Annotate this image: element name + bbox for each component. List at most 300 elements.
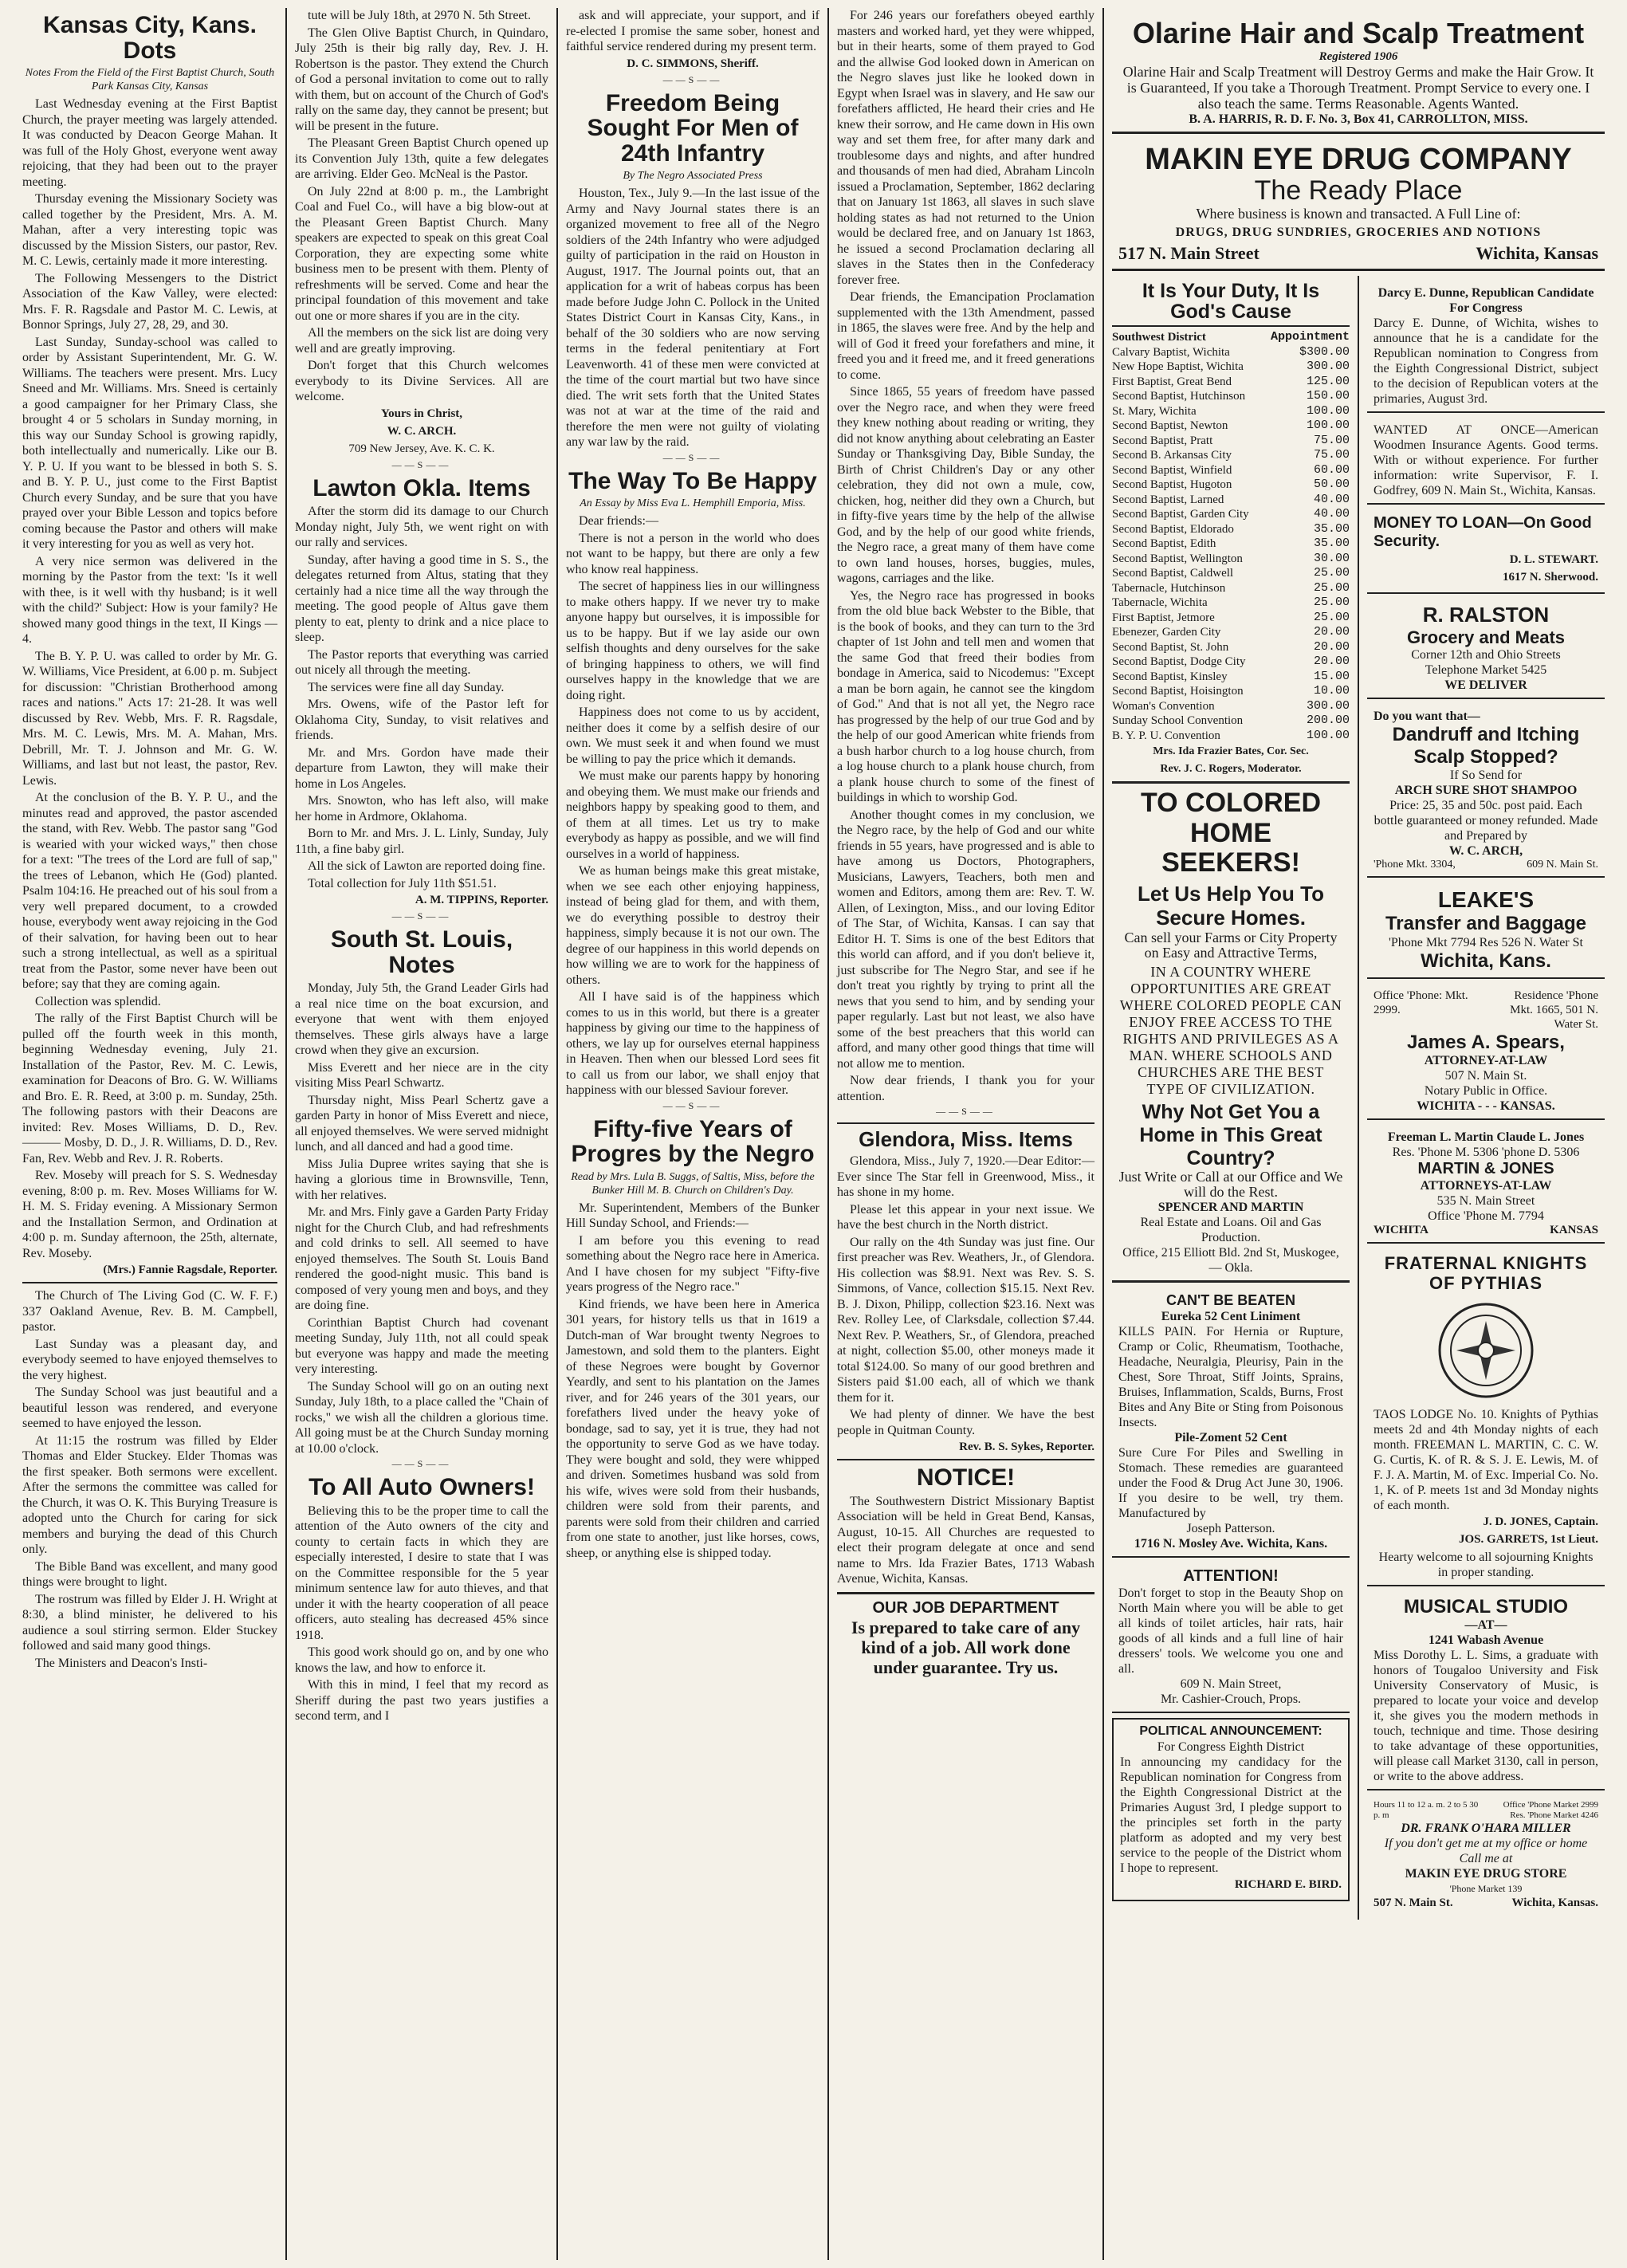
ledger-row — [1112, 713, 1350, 729]
ledger-row — [1112, 522, 1350, 537]
makin-title: MAKIN EYE DRUG COMPANY — [1145, 142, 1572, 176]
paragraph: The Sunday School was just beautiful and a beautiful lesson was rendered, and everyone seemed to have enjoyed the lesson. — [22, 1386, 277, 1430]
political-title: POLITICAL ANNOUNCEMENT: — [1139, 1724, 1322, 1739]
paragraph: Mr. and Mrs. Gordon have made their departure from Lawton, they will make their home in Los Angeles. — [295, 745, 548, 791]
spears-role: ATTORNEY-AT-LAW — [1424, 1054, 1548, 1068]
miller-text: If you don't get me at my office or home Call me at — [1384, 1837, 1588, 1866]
ledger-amount: 20.00 — [1313, 639, 1350, 654]
dandruff-address: 609 N. Main St. — [1527, 859, 1598, 871]
beaten-maker: Joseph Patterson. — [1186, 1522, 1275, 1536]
paragraph: Miss Everett and her niece are in the city visiting Miss Pearl Schwartz. — [295, 1060, 548, 1090]
colored-firm: SPENCER AND MARTIN — [1157, 1201, 1304, 1215]
happy-byline: An Essay by Miss Eva L. Hemphill Emporia, Miss. — [580, 497, 806, 509]
paragraph: At the conclusion of the B. Y. P. U., and the minutes read and approved, the pastor ascended the stand, with Rev. Webb. The pastor sang "God is wearied with your wicked ways," then chose for a text: "The trees of the Lord are full of sap," the trees of Lebanon, which He (God) planted. Psalm 104:16. He preached out of his soul from a very well prepared document, to a crowded house, everybody went away rejoicing in the God of their salvation, for having been out to hear such a strong intellectual, as well as a spiritual treat from the Pastor, some never have been out before; say that they are coming again. — [22, 791, 277, 991]
wanted-text: WANTED AT ONCE—American Woodmen Insurance Agents. Good terms. With or without experience. For further information: write Supervisor, F. I. Godfrey, 609 N. Main St., Wichita, Kansas. — [1374, 423, 1598, 497]
small-ads-column — [1358, 276, 1605, 1920]
ledger-church: Ebenezer, Garden City — [1112, 626, 1221, 639]
paragraph: Now dear friends, I thank you for your attention. — [837, 1074, 1094, 1103]
ledger-church: Second Baptist, Kinsley — [1112, 670, 1228, 683]
political-text: In announcing my candidacy for the Republican nomination for Congress from the Eighth Congressional District at the Primaries August 3rd, I pledge support to the principles set forth in the party platform as adopted and my very best service to the people of the District whom I hope to represent. — [1120, 1755, 1342, 1875]
ledger-church: Second Baptist, Caldwell — [1112, 567, 1234, 580]
paragraph: Corinthian Baptist Church had covenant meeting Sunday, July 11th, not all could speak but everyone was happy and made the meeting very interesting. — [295, 1315, 548, 1376]
ledger-amount: 150.00 — [1306, 389, 1350, 403]
paragraph: Believing this to be the proper time to call the attention of the Auto owners of the city and county to certain facts in which they are especially interested, I desire to state that I was on the Committee responsible for the 5 year minimum sentence law for auto thieves, and that under it with the hearty cooperation of all peace officers, auto stealing has decreased 45% since 1918. — [295, 1503, 548, 1642]
ledger-church: Tabernacle, Hutchinson — [1112, 581, 1226, 595]
beaten-text: KILLS PAIN. For Hernia or Rupture, Cramp or Colic, Rheumatism, Toothache, Headache, Neuralgia, Pleurisy, Pain in the Chest, Sore Throat, Stiff Joints, Sprains, Bruises, Inflammation, Scalds, Burns, Frost Bites and Any Bite or Sting from Poisonous Insects. — [1118, 1325, 1343, 1430]
kansas-city-heading: Kansas City, Kans. Dots — [43, 12, 257, 64]
happy-body — [566, 513, 819, 1099]
newspaper-page — [14, 8, 1613, 2260]
ledger-church: Calvary Baptist, Wichita — [1112, 345, 1230, 359]
paragraph: At 11:15 the rostrum was filled by Elder Thomas and Elder Stuckey. Elder Thomas was the first speaker. Both sermons were excellent. After the sermons the committee was called for the Church, it was O. K. This Burying Treasure is adopted unto the Church for caring for sick members and burying the dead of this Church only. — [22, 1433, 277, 1556]
paragraph: Mr. and Mrs. Finly gave a Garden Party Friday night for the Church Club, and had refreshments and cold drinks to sell. All seemed to have enjoyed themselves. The South St. Louis Band rendered the good-night music. This band is composed of very young men and boys, and they are doing fine. — [295, 1205, 548, 1312]
ledger-amount: 200.00 — [1306, 713, 1350, 728]
beaten-ad — [1112, 1287, 1350, 1558]
paragraph: I am before you this evening to read something about the Negro race here in America. And I have chosen for my subject "Fifty-five years progress of the Negro race." — [566, 1233, 819, 1294]
paragraph: The rally of the First Baptist Church will be pulled off the fourth week in this month, beginning Wednesday evening, July 21. Installation of the Pastor, Rev. M. C. Lewis, examination for Deacons of Bro. G. W. Williams and Bro. E. R. Reed, at 3:00 p. m. Sunday, 25th. The following pastors with their Deacons are invited: Rev. Moses Williams, D. D., Rev. ——— Mosby, D. D., J. R. Williams, D. D., Rev. Fan, Rev. Webb and Rev. J. R. Roberts. — [22, 1012, 277, 1165]
political-ad — [1112, 1718, 1350, 1900]
colored-homes-ad — [1112, 781, 1350, 1283]
ledger-row — [1112, 581, 1350, 596]
ledger-amount: $300.00 — [1299, 344, 1350, 359]
political-sub: For Congress Eighth District — [1157, 1739, 1305, 1754]
paragraph: Thursday night, Miss Pearl Schertz gave a garden Party in honor of Miss Everett and niece, all enjoyed themselves. We were served midnight lunch, and all danced and had a good time. — [295, 1093, 548, 1154]
job-department-text: Is prepared to take care of any kind of a job. All work done under guarantee. Try us. — [851, 1617, 1081, 1677]
money-signature-1: D. L. STEWART. — [1509, 552, 1598, 566]
olarine-text: Olarine Hair and Scalp Treatment will Destroy Germs and make the Hair Grow. It is Guaranteed, If you take a Thorough Treatment. Prompt Service to every one. I also teach the same. Terms Reasonable. Agents Wanted. — [1122, 63, 1594, 112]
ledger-church: Second Baptist, Larned — [1112, 493, 1224, 506]
ledger-row — [1112, 654, 1350, 670]
beaten-title: CAN'T BE BEATEN — [1166, 1292, 1295, 1309]
column-1 — [14, 8, 285, 2260]
paragraph: The Bible Band was excellent, and many good things were brought to light. — [22, 1559, 277, 1589]
ledger-row — [1112, 360, 1350, 375]
ledger-church: Second Baptist, Pratt — [1112, 434, 1213, 447]
mj-line-2: Res. 'Phone M. 5306 'phone D. 5306 — [1392, 1146, 1580, 1160]
paragraph: ask and will appreciate, your support, and if re-elected I promise the same sober, honest and faithful service rendered during my present term. — [566, 9, 819, 53]
spears-residence: Residence 'Phone Mkt. 1665, 501 N. Water St. — [1510, 989, 1598, 1031]
miller-address: 507 N. Main St. — [1374, 1897, 1453, 1910]
miller-store: MAKIN EYE DRUG STORE — [1405, 1867, 1567, 1881]
paragraph: The services were fine all day Sunday. — [308, 680, 505, 694]
leakes-sub: Transfer and Baggage — [1385, 913, 1587, 935]
ralston-deliver: WE DELIVER — [1444, 678, 1527, 692]
paragraph: Please let this appear in your next issue. We have the best church in the North district. — [837, 1202, 1094, 1232]
paragraph: The Pleasant Green Baptist Church opened up its Convention July 13th, quite a few delegates are arriving. Elder Geo. McNeal is the Pastor. — [295, 136, 548, 181]
pythias-ad — [1367, 1248, 1605, 1586]
dandruff-product: ARCH SURE SHOT SHAMPOO — [1394, 784, 1578, 798]
miller-phone: 'Phone Market 139 — [1449, 1883, 1523, 1895]
money-ad — [1367, 509, 1605, 594]
divider — [22, 1282, 277, 1283]
money-signature-2: 1617 N. Sherwood. — [1502, 570, 1598, 584]
ledger-church: Second Baptist, Newton — [1112, 419, 1228, 433]
spears-city: WICHITA - - - KANSAS. — [1417, 1099, 1555, 1114]
mj-role: ATTORNEYS-AT-LAW — [1420, 1179, 1552, 1193]
paragraph: The Church of The Living God (C. W. F. F.) 337 Oakland Avenue, Rev. B. M. Campbell, pastor. — [22, 1289, 277, 1334]
paragraph: Last Sunday, Sunday-school was called to order by Assistant Superintendent, Mr. G. W. Williams. The teachers were present. Mrs. Lucy Sneed and Mr. Williams. Mrs. Sneed is certainly a good campaigner for her Primary Class, she brought 4 or 5 scholars in Sunday morning, in this way our Sunday School is growing rapidly, both intellectually and numerically. Like our B. Y. P. U. If you want to be blessed in both S. S. and B. Y. P. U., just come to the First Baptist Church every Sunday, and be sure that you have prayed over your Bible Lesson and topics before coming because the Pastor and others will make it very interesting for you as well as very hot. — [22, 335, 277, 551]
lawton-heading: Lawton Okla. Items — [312, 474, 531, 501]
ledger-amount: 25.00 — [1313, 595, 1350, 610]
paragraph: All I have said is of the happiness which comes to us in this world, but there is a greater happiness by giving our time to the happiness of others, we lay up for ourselves eternal happiness in Heaven. Then when our blessed Lord sees fit to call us from our labor, we shall enjoy that happiness with our blessed Saviour forever. — [566, 990, 819, 1097]
spears-office: Office 'Phone: Mkt. 2999. — [1374, 989, 1468, 1016]
ledger-amount: 15.00 — [1313, 669, 1350, 683]
colored-why: Why Not Get You a Home in This Great Country? — [1139, 1101, 1322, 1169]
paragraph: After the storm did its damage to our Church Monday night, July 5th, we went right on with our rally and services. — [295, 505, 548, 549]
paragraph: Dear friends:— — [579, 514, 658, 528]
ledger-church: Tabernacle, Wichita — [1112, 596, 1208, 610]
ledger-amount: 50.00 — [1313, 478, 1350, 492]
dunne-title: Darcy E. Dunne, Republican Candidate For Congress — [1377, 285, 1594, 315]
ledger-row — [1112, 729, 1350, 744]
paragraph: Sunday, after having a good time in S. S., the delegates returned from Altus, stating that they certainly had a nice time all the way through the meeting. The good people of Altus gave them plenty to eat, plenty to drink and a nice place to sleep. — [295, 552, 548, 644]
duty-signature-1: Mrs. Ida Frazier Bates, Cor. Sec. — [1153, 745, 1309, 758]
ledger-church: Second Baptist, Hugoton — [1112, 478, 1232, 492]
spears-ad — [1367, 984, 1605, 1121]
ledger-church: Second B. Arkansas City — [1112, 449, 1232, 462]
ledger-church: Second Baptist, Hutchinson — [1112, 390, 1246, 403]
ledger-church: Sunday School Convention — [1112, 714, 1244, 728]
sheriff-body — [566, 8, 819, 55]
leakes-title: LEAKE'S — [1437, 887, 1535, 913]
duty-signature-2: Rev. J. C. Rogers, Moderator. — [1160, 763, 1302, 776]
ledger-row — [1112, 419, 1350, 434]
musical-text: Miss Dorothy L. L. Sims, a graduate with honors of Tougaloo University and Fisk University Conservatory of Music, is prepared to locate your voice and develop it, she gives you the modern methods in touch, technique and time. Those desiring to take advantage of these opportunities, will please call Market 3130, call in person, or write to the above address. — [1374, 1649, 1598, 1784]
colored-office: Office, 215 Elliott Bld. 2nd St, Muskogee, — Okla. — [1122, 1246, 1339, 1276]
paragraph: The Sunday School will go on an outing next Sunday, July 18th, to a place called the "Chain of rocks," we wish all the children a glorious time. All going must be at the Church Sunday morning at 10.00 o'clock. — [295, 1379, 548, 1456]
kansas-city-signature: (Mrs.) Fannie Ragsdale, Reporter. — [103, 1264, 277, 1276]
ledger-amount: 35.00 — [1313, 537, 1350, 551]
progress-byline: Read by Mrs. Lula B. Suggs, of Saltis, Miss, before the Bunker Hill M. B. Church on Children's Day. — [571, 1170, 815, 1197]
paragraph: We had plenty of dinner. We have the best people in Quitman County. — [837, 1408, 1094, 1437]
miller-hours: Hours 11 to 12 a. m. 2 to 5 30 p. m — [1374, 1800, 1479, 1821]
paragraph: Since 1865, 55 years of freedom have passed over the Negro race, and when they were freed they knew nothing about reading or writing, they did not know anything about celebrating an Easter Sunday or Thanksgiving Day, Bible Sunday, the Birth of Christ Children's Day or any other celebration, they did not own a mule, cow, chicken, hog, neither did they own a Church, but in fifty-five years time by the help of the allwise God, and by the help of our good white friends, the Negro race, a great many of them have come to own land houses, horses, buggies, mules, wagons, carriages and the like. — [837, 385, 1094, 585]
attention-ad — [1112, 1562, 1350, 1713]
church-notes-body — [295, 8, 548, 405]
ledger-church: Second Baptist, Eldorado — [1112, 522, 1234, 536]
ads-split-1 — [1112, 276, 1605, 1920]
ledger-amount: 35.00 — [1313, 521, 1350, 536]
ledger-row — [1112, 552, 1350, 567]
paragraph: The Following Messengers to the District Association of the Kaw Valley, were elected: Mrs. F. R. Ragsdale and Pastor M. C. Lewis, at Bonnor Springs, July 27, 28, 29, and 30. — [22, 271, 277, 332]
paragraph: The B. Y. P. U. was called to order by Mr. G. W. Williams, Vice President, at 6.00 p. m. Subject for discussion: "Christian Brotherhood among races and nations." Acts 17: 21-28. It was well discussed by Rev. Webb, Mrs. F. R. Ragsdale, Mrs. M. C. Lewis, Mrs. M. A. Mahan, Mrs. Debrill, Mr. T. J. Johnson and Mr. G. W. Williams, and last but not least, the pastor, Rev. Lewis. — [22, 649, 277, 788]
ledger-amount: 125.00 — [1306, 374, 1350, 388]
ledger-church: New Hope Baptist, Wichita — [1112, 360, 1244, 374]
freedom-body — [566, 186, 819, 450]
makin-text: Where business is known and transacted. A Full Line of: — [1196, 205, 1521, 222]
paragraph: Dear friends, the Emancipation Proclamation supplemented with the 13th Amendment, passed in 1865, the slaves were free. And by the help and will of God it freed your forefathers and mine, it freed you and it freed me, and it freed generations to come. — [837, 290, 1094, 382]
musical-ad — [1367, 1591, 1605, 1791]
paragraph: A very nice sermon was delivered in the morning by the Pastor from the text: 'Is it well with thee, is it well with thy husband; is it well with the child?' Subject: How is your family? He showed many good things in the text, II Kings — 4. — [22, 554, 277, 646]
mj-office: Office 'Phone M. 7794 — [1428, 1209, 1544, 1224]
taos-signature-2: JOS. GARRETS, 1st Lieut. — [1458, 1532, 1598, 1546]
paragraph: Mrs. Owens, wife of the Pastor left for Oklahoma City, Sunday, to visit relatives and friends. — [295, 698, 548, 742]
mj-address: 535 N. Main Street — [1436, 1194, 1535, 1209]
ledger-row — [1112, 375, 1350, 390]
dunne-ad — [1367, 281, 1605, 413]
ledger-amount: 100.00 — [1306, 403, 1350, 418]
pythias-emblem-icon — [1434, 1299, 1538, 1402]
paragraph: Mrs. Snowton, who has left also, will make her home in Ardmore, Oklahoma. — [295, 794, 548, 823]
ledger-row — [1112, 537, 1350, 552]
ledger-row — [1112, 611, 1350, 626]
attention-title: ATTENTION! — [1183, 1567, 1279, 1586]
st-louis-heading: South St. Louis, Notes — [330, 926, 513, 978]
olarine-ad — [1112, 13, 1605, 134]
paragraph: All the members on the sick list are doing very well and are greatly improving. — [295, 326, 548, 356]
paragraph: We must make our parents happy by honoring and obeying them. We must make our friends and neighbors happy by speaking good to them, and of them at all times. Let us try to make everybody as happy as possible, and we will find ourselves in a world of happiness. — [566, 769, 819, 861]
ledger-church: Second Baptist, Hoisington — [1112, 685, 1244, 698]
ralston-title: R. RALSTON — [1422, 602, 1550, 627]
progress-body — [566, 1201, 819, 1562]
column-4: For 246 years our forefathers obeyed earthly masters and worked hard, yet they were whipped, but in their hearts, some of them prayed to God and the allwise God looked down in American on the Negro slaves just like he looked down in Egypt when Israel was in slavery, and He saw our forefathers afflicted, He heard their cries and He knew their sorrow, and He came down in His own way and set them free, for after many dark and troublesome days and nights, and after hundred and thousands of men had died, Abraham Lincoln issued a Proclamation, September, 1862 declaring that on January 1st 1863, all slaves in such slave holding states as had not returned to the Union would be declared free, and on January 1st 1863, he issued a second Proclamation declaring all slaves in the States then in the Confederacy forever free. Dear friends, the Emancipation Proclamation supplemented with the 13th Amendment, passed in 1865, the slaves were free. And by the help and will of God it freed your forefathers and mine, it freed you and it freed me, and it freed generations to come. Since 1865, 55 years of freedom have passed over the Negro race, and when they were freed they knew nothing about reading or writing, they did not know anything about celebrating an Easter Sunday or Thanksgiving Day, Bible Sunday, the Birth of Christ Children's Day or any other celebration, they did not own a mule, cow, chicken, hog, neither did they own a Church, but in fifty-five years time by the help of the allwise God, and by the help of our good white friends, the Negro race, a great many of them have come to own land houses, horses, buggies, mules, wagons, carriages and the like. Yes, the Negro race has progressed in books from the old blue back Webster to the Bible, that is the book of books, and they can turn to the 3rd chapter of 1st John and tell men and women that the same God that freed their bodies from bondage in America, said to Nicodemus: "Except a man be born again, he cannot see the kingdom of God." And that is not all yet, the Negro race has progressed by the help of our true God and by the help of our good American white friends from a bush harbor church to a log house church, from a log house church to a plank house church, from a plank house church to some of the finest of buildings in which to worship God. Another thought comes in my conclusion, we the Negro race, by the help of God and our white friends in 55 years, have progressed and is able to have among us Doctors, Photographers, Musicians, Lawyers, Teachers, both men and women and Editors, among them are: Rev. T. W. Allen, of Lexington, Miss., and our loving Editor of The Star, of Wichita, Kansas. I can say that Editor H. T. Sims is one of the best Editors that this world can afford, and if you don't believe it, just subscribe for The Negro Star, and see if he don't treat you rightly by trying to print all the news that you send to him, and by sending your paper regularly. Last but not least, we also have some of the best preachers that this world can afford, and many other good things that time will not allow me to mention. Now dear friends, I thank you for your attention. ——S—— Glendora, Miss. Items Glendora, Miss., July 7, 1920.—Dear Editor:—Ever since The Star fell in Greenwood, Miss., it has shone in my home. Please let this appear in your next issue. We have the best church in the North district. Our rally on the 4th Sunday was just fine. Our first preacher was Rev. Weathers, Jr., of Glendora. His collection was $8.91. Next was Rev. S. S. Simmons, of Vance, collection $15.15. Next Rev. B. J. Dixon, Philipp, collection $23.16. Next was Rev. Rolley Lee, of Clarksdale, collection $7.44. Next Rev. P. Weathers, Sr., of Glendora, preached at night, collection $5.00, other moneys made it total $124.00. So many of our good brethren and Sisters paid $1.00 each, all of which we thank them for it. We had plenty of dinner. We have the best people in Quitman County. Rev. B. S. Sykes, Reporter. NOTICE! The Southwestern District Missionary Baptist Association will be held in Great Bend, Kansas, August, 10-15. All Churches are requested to elect their program delegate at once and send name to Mrs. Ida Frazier Bates, 1713 Wabash Avenue, Wichita, Kansas. OUR JOB DEPARTMENT Is prepared to take care of any kind of a job. All work done under guarantee. Try us. — [827, 8, 1102, 2260]
ledger-row — [1112, 625, 1350, 640]
ledger-row — [1112, 566, 1350, 581]
glendora-heading: Glendora, Miss. Items — [837, 1122, 1094, 1150]
glendora-body — [837, 1154, 1094, 1438]
paragraph: This good work should go on, and by one who knows the law, and how to enforce it. — [295, 1645, 548, 1675]
happy-heading: The Way To Be Happy — [568, 467, 817, 494]
ledger-church: Second Baptist, Edith — [1112, 537, 1216, 551]
ledger-row — [1112, 699, 1350, 714]
notice-body — [837, 1494, 1094, 1587]
paragraph: We as human beings make this great mistake, when we see each other enjoying happiness, instead of being glad for them, and with them, we do everything possible to destroy their happiness, simply because it is not our own. The degree of our happiness in this world depends on how willing we are to work for the happiness of others. — [566, 864, 819, 987]
dandruff-phone: 'Phone Mkt. 3304, — [1374, 859, 1456, 871]
spears-address: 507 N. Main St. — [1444, 1069, 1527, 1083]
ledger-church: Second Baptist, Winfield — [1112, 463, 1232, 477]
makin-address: 517 N. Main Street — [1118, 242, 1260, 263]
ledger-row — [1112, 478, 1350, 493]
colored-caps: IN A COUNTRY WHERE OPPORTUNITIES ARE GREAT WHERE COLORED PEOPLE CAN ENJOY FREE ACCESS TO THE RIGHTS AND PRIVILEGES AS A MAN. WHERE SCHOOLS AND CHURCHES ARE THE BEST TYPE OF CIVILIZATION. — [1119, 964, 1342, 1098]
ledger-church: Woman's Convention — [1112, 699, 1215, 713]
paragraph: Rev. Moseby will preach for S. S. Wednesday evening, 8:00 p. m. Rev. Moses Williams for W. H. M. S. Friday evening. A Missionary Sermon and the Installation Sermon, and Ordination at 4:00 p. m. Sunday afternoon, the 25th, alternate, Rev. Moseby. — [22, 1169, 277, 1260]
olarine-address: B. A. HARRIS, R. D. F. No. 3, Box 41, CARROLLTON, MISS. — [1189, 112, 1528, 126]
ralston-phone: Telephone Market 5425 — [1425, 662, 1547, 677]
ledger-church: B. Y. P. U. Convention — [1112, 729, 1220, 742]
miller-city: Wichita, Kansas. — [1511, 1897, 1598, 1910]
living-god-body — [22, 1288, 277, 1671]
ledger-row — [1112, 404, 1350, 419]
paragraph: Kind friends, we have been here in America 301 years, for history tells us that in 1619 a Dutch-man of War brought twenty Negroes to Jamestown, and sold them to the planters. Eight of these Negroes were bought by Governor Yeardly, and sent to his plantation on the James river, and for 246 years of the 301 years, our forefathers lived under the heavy yoke of bondage, sad to say, yet it is true, they had not the opportunity to serve God as we have today. They were bought and sold, they were whipped and driven. Sometimes husband was sold from his wife, wives were sold from their husbands, children were sold from their parents, and parents were sold from their children and carried from one state to another, just like horses, cows, sheep, or anything else is shipped today. — [566, 1297, 819, 1560]
money-title: MONEY TO LOAN—On Good Security. — [1374, 513, 1592, 550]
ledger-amount: 300.00 — [1306, 698, 1350, 713]
leakes-ad — [1367, 882, 1605, 978]
ledger-church: Second Baptist, Wellington — [1112, 552, 1243, 565]
ledger-row — [1112, 463, 1350, 478]
ledger-amount: 25.00 — [1313, 610, 1350, 624]
musical-address: 1241 Wabash Avenue — [1428, 1633, 1544, 1648]
paragraph: Mr. Superintendent, Members of the Bunker Hill Sunday School, and Friends:— — [566, 1201, 819, 1230]
ledger-amount: 20.00 — [1313, 625, 1350, 639]
makin-subtitle: The Ready Place — [1254, 175, 1463, 206]
attention-address: 609 N. Main Street, — [1180, 1677, 1282, 1692]
paragraph: Houston, Tex., July 9.—In the last issue of the Army and Navy Journal states there is an organized movement to free all of the Negro soldiers of the 24th Infantry who were adjudged guilty of participation in the raid on Houston in August, 1917. The Journal points out, that an application for a writ of habeas corpus has been made before Judge John C. Pollock in the United States District Court in Kansas City, Kans., in behalf of the 30 soldiers who are now serving terms in the federal penitentiary at Fort Leavenworth. 41 of these men were convicted at the time of the court martial but two have since died. The writ sets forth that the United States was not at war at the time of the raid and therefore the men were not guilty of violating any war law by the raid. — [566, 187, 819, 449]
ledger-amount: 30.00 — [1313, 551, 1350, 565]
st-louis-body — [295, 981, 548, 1456]
paragraph: Monday, July 5th, the Grand Leader Girls had a real nice time on the boat excursion, and everyone that went with them enjoyed themselves. These girls always have a large crowd when they give an excursion. — [295, 981, 548, 1057]
mj-line-1: Freeman L. Martin Claude L. Jones — [1387, 1130, 1585, 1145]
column-5-ads — [1102, 8, 1613, 2260]
leakes-city: Wichita, Kans. — [1421, 949, 1551, 972]
ralston-ad — [1367, 599, 1605, 699]
column-2: tute will be July 18th, at 2970 N. 5th Street. The Glen Olive Baptist Church, in Quindaro, July 25th is their big rally day, Rev. J. H. Robertson is the pastor. They extend the Church of God a personal invitation to come out to rally with them, but on account of the Church of God's rally on the same day, they cannot be present; but will be present in the future. The Pleasant Green Baptist Church opened up its Convention July 13th, quite a few delegates are arriving. Elder Geo. McNeal is the Pastor. On July 22nd at 8:00 p. m., the Lambright Coal and Fuel Co., will have a big blow-out at the Pleasant Green Baptist Church. Many speakers are expected to speak on this great Coal Corporation, they are expecting some white business men to be present with them. Plenty of refreshments will be served. Come and hear the principal foundation of this movement and take out one or more shares if you are in the city. All the members on the sick list are doing very well and are greatly improving. Don't forget that this Church welcomes everybody to its Divine Services. All are welcome. Yours in Christ, W. C. ARCH. 709 New Jersey, Ave. K. C. K. ——S—— Lawton Okla. Items After the storm did its damage to our Church Monday night, July 5th, we went right on with our rally and services. Sunday, after having a good time in S. S., the delegates returned from Altus, stating that they certainly had a nice time all the way through the meeting. The good people of Altus gave them plenty to eat, plenty to drink and a nice place to sleep. The Pastor reports that everything was carried out nicely all through the meeting. The services were fine all day Sunday. Mrs. Owens, wife of the Pastor left for Oklahoma City, Sunday, to visit relatives and friends. Mr. and Mrs. Gordon have made their departure from Lawton, they will make their home in Los Angeles. Mrs. Snowton, who has left also, will make her home in Ardmore, Oklahoma. Born to Mr. and Mrs. J. L. Linly, Sunday, July 11th, a fine baby girl. All the sick of Lawton are reported doing fine. Total collection for July 11th $51.51. A. M. TIPPINS, Reporter. ——S—— South St. Louis, Notes Monday, July 5th, the Grand Leader Girls had a real nice time on the boat excursion, and everyone that went with them enjoyed themselves. These girls always have a large crowd when they give an excursion. Miss Everett and her niece are in the city visiting Miss Pearl Schwartz. Thursday night, Miss Pearl Schertz gave a garden Party in honor of Miss Everett and niece, all enjoyed themselves. We were served midnight lunch, and all danced and had a good time. Miss Julia Dupree writes saying that she is having a glorious time in Brownsville, Tenn, with her relatives. Mr. and Mrs. Finly gave a Garden Party Friday night for the Church Club, and had refreshments and cold drinks to sell. All seemed to have enjoyed themselves. The South St. Louis Band rendered the good-night music. This band is composed of very young men and boys, and they are doing fine. Corinthian Baptist Church had covenant meeting Sunday, July 11th, not all could speak but everyone was happy and made the meeting very interesting. The Sunday School will go on an outing next Sunday, July 18th, to a place called the "Chain of rocks," we wish all the children a glorious time. All going must be at the Church Sunday morning at 10.00 o'clock. ——S—— To All Auto Owners! Believing this to be the proper time to call the attention of the Auto owners of the city and county to certain facts in which they are especially interested, I desire to state that I was on the Committee responsible for the 5 year minimum sentence law for auto thieves, and that under it with the hearty cooperation of all peace officers, auto stealing has decreased 45% since 1918. This good work should go on, and by one who knows the law, and how to enforce it. With this in mind, I feel that my record as Sheriff during the past two years justifies a second term, and I — [285, 8, 556, 2260]
dandruff-ad — [1367, 704, 1605, 878]
ledger-church: Second Baptist, St. John — [1112, 640, 1229, 654]
paragraph: The rostrum was filled by Elder J. H. Wright at 8:30, a blind minister, he delivered to his audience a soul stirring sermon. Elder Stuckey followed and said many good things. — [22, 1592, 277, 1653]
ledger-amount: 40.00 — [1313, 492, 1350, 506]
attention-text: Don't forget to stop in the Beauty Shop on North Main where you will be able to get all kinds of toilet articles, hair rats, hair goods of all kinds and a full line of hair dressers' tools. We welcome you one and all. — [1118, 1586, 1343, 1676]
spears-notary: Notary Public in Office. — [1424, 1084, 1548, 1099]
ledger-row — [1112, 670, 1350, 685]
paragraph: Miss Julia Dupree writes saying that she is having a glorious time in Brownsville, Tenn, with her relatives. — [295, 1157, 548, 1202]
ledger-row — [1112, 434, 1350, 449]
makin-ad — [1112, 139, 1605, 271]
colored-help: Let Us Help You To Secure Homes. — [1137, 882, 1324, 930]
makin-city: Wichita, Kansas — [1476, 242, 1598, 263]
ledger-row — [1112, 595, 1350, 611]
beaten-ointment: Pile-Zoment 52 Cent — [1174, 1431, 1287, 1445]
glendora-signature: Rev. B. S. Sykes, Reporter. — [959, 1441, 1094, 1454]
paragraph: Happiness does not come to us by accident, neither does it come by a selfish desire of our own. We must seek it and when found we must be willing to pay the price which it demands. — [566, 706, 819, 766]
duty-title: It Is Your Duty, It Is God's Cause — [1112, 281, 1350, 328]
paragraph: Born to Mr. and Mrs. J. L. Linly, Sunday, July 11th, a fine baby girl. — [295, 827, 548, 856]
ralston-address: Corner 12th and Ohio Streets — [1411, 647, 1561, 662]
paragraph: With this in mind, I feel that my record as Sheriff during the past two years justifies a second term, and I — [295, 1678, 548, 1723]
kansas-city-subhead: Notes From the Field of the First Baptist Church, South Park Kansas City, Kansas — [25, 67, 275, 92]
colored-text-2: Just Write or Call at our Office and We will do the Rest. — [1118, 1169, 1343, 1201]
miller-ad — [1367, 1795, 1605, 1915]
olarine-title: Olarine Hair and Scalp Treatment — [1132, 17, 1585, 49]
paragraph: All the sick of Lawton are reported doing fine. — [308, 859, 546, 873]
paragraph: Don't forget that this Church welcomes everybody to its Divine Services. All are welcome. — [295, 359, 548, 403]
mj-city-left: WICHITA — [1374, 1224, 1429, 1237]
arch-signature-2: W. C. ARCH. — [387, 424, 457, 438]
ledger-amount: 300.00 — [1306, 360, 1350, 374]
paragraph: Total collection for July 11th $51.51. — [308, 876, 497, 890]
lawton-signature: A. M. TIPPINS, Reporter. — [415, 894, 548, 906]
taos-signature: J. D. JONES, Captain. — [1483, 1515, 1598, 1528]
colored-title: TO COLORED HOME SEEKERS! — [1140, 788, 1322, 879]
olarine-reg: Registered 1906 — [1318, 49, 1398, 63]
ledger-amount: 40.00 — [1313, 507, 1350, 521]
mj-city-right: KANSAS — [1550, 1224, 1598, 1237]
martin-jones-ad — [1367, 1125, 1605, 1244]
paragraph: The Glen Olive Baptist Church, in Quindaro, July 25th is their big rally day, Rev. J. H. Robertson is the pastor. They extend the Church of God a personal invitation to come out to rally with them, but on account of the Church of God's rally on the same day, they cannot be present; but will be present in the future. — [295, 26, 548, 133]
beaten-sub: Eureka 52 Cent Liniment — [1161, 1310, 1301, 1324]
ledger-amount: 75.00 — [1313, 448, 1350, 462]
beaten-text-2: Sure Cure For Piles and Swelling in Stomach. These remedies are guaranteed under the Food & Drug Act June 30, 1906. If you desire to be well, try them. Manufactured by — [1118, 1446, 1343, 1521]
ralston-sub: Grocery and Meats — [1406, 627, 1566, 647]
paragraph: The Ministers and Deacon's Insti- — [35, 1656, 208, 1670]
ledger-row — [1112, 640, 1350, 655]
duty-rows — [1112, 345, 1350, 744]
duty-header-right: Appointment — [1270, 330, 1350, 344]
ledger-row — [1112, 389, 1350, 404]
dandruff-sub: If So Send for — [1449, 768, 1523, 783]
mj-title: MARTIN & JONES — [1417, 1160, 1554, 1178]
taos-text: TAOS LODGE No. 10. Knights of Pythias meets 2d and 4th Monday nights of each month. FREEMAN L. MARTIN, C. C. W. G. Curtis, K. of R. & S. J. E. Lewis, M. of F. J. A. Martin, M. of Exc. Imperial Co. No. 1, K. of P. meets 1st and 3d Monday nights of each month. — [1374, 1407, 1598, 1512]
paragraph: There is not a person in the world who does not want to be happy, but there are only a few who know real happiness. — [566, 531, 819, 576]
ledger-row — [1112, 507, 1350, 522]
duty-column — [1112, 276, 1350, 1920]
ledger-amount: 20.00 — [1313, 654, 1350, 669]
beaten-address: 1716 N. Mosley Ave. Wichita, Kans. — [1134, 1537, 1328, 1551]
arch-signature-3: 709 New Jersey, Ave. K. C. K. — [348, 442, 495, 455]
kansas-city-body — [22, 96, 277, 1261]
auto-owners-heading: To All Auto Owners! — [309, 1474, 535, 1500]
paragraph: The Pastor reports that everything was carried out nicely all through the meeting. — [295, 647, 548, 677]
ledger-amount: 75.00 — [1313, 433, 1350, 447]
dunne-text: Darcy E. Dunne, of Wichita, wishes to announce that he is a candidate for the Republican nomination to Congress from the Eighth Congressional District, subject to the decision of Republican voters at the primaries, August 3rd. — [1374, 316, 1598, 406]
paragraph: The Southwestern District Missionary Baptist Association will be held in Great Bend, Kansas, August, 10-15. All Churches are requested to elect their program delegate at once and send name to Mrs. Ida Frazier Bates, 1713 Wabash Avenue, Wichita, Kansas. — [837, 1494, 1094, 1586]
dandruff-title: Dandruff and Itching Scalp Stopped? — [1392, 723, 1580, 768]
sheriff-signature: D. C. SIMMONS, Sheriff. — [627, 57, 759, 70]
paragraph: Last Sunday was a pleasant day, and everybody seemed to have enjoyed themselves to the very highest. — [22, 1337, 277, 1382]
makin-lines: DRUGS, DRUG SUNDRIES, GROCERIES AND NOTIONS — [1175, 225, 1542, 239]
miller-phones: Office 'Phone Market 2999 Res. 'Phone Market 4246 — [1503, 1800, 1598, 1821]
attention-props: Mr. Cashier-Crouch, Props. — [1160, 1692, 1302, 1707]
ledger-row — [1112, 345, 1350, 360]
progress-continued-body — [837, 8, 1094, 1104]
political-signature: RICHARD E. BIRD. — [1234, 1877, 1342, 1891]
paragraph: On July 22nd at 8:00 p. m., the Lambright Coal and Fuel Co., will have a big blow-out at the Pleasant Green Baptist Church. Many speakers are expected to speak on this great Coal Corporation, they are expecting some white business men to be present with them. Plenty of refreshments will be served. Come and hear the principal foundation of this movement and take out one or more shares if you are in the city. — [295, 184, 548, 323]
freedom-byline: By The Negro Associated Press — [623, 170, 763, 182]
spears-name: James A. Spears, — [1407, 1031, 1565, 1053]
musical-title: MUSICAL STUDIO — [1403, 1595, 1569, 1617]
paragraph: Glendora, Miss., July 7, 1920.—Dear Editor:—Ever since The Star fell in Greenwood, Miss., it has shone in my home. — [837, 1154, 1094, 1200]
paragraph: Thursday evening the Missionary Society was called together by the President, Mrs. A. M. Mahan, after a very interesting topic was discussed by the Mission Sisters, our pastor, Rev. M. C. Lewis, certainly made it more interesting. — [22, 192, 277, 268]
ledger-church: Second Baptist, Dodge City — [1112, 655, 1246, 669]
column-3: ask and will appreciate, your support, and if re-elected I promise the same sober, honest and faithful service rendered during my present term. D. C. SIMMONS, Sheriff. ——S—— Freedom Being Sought For Men of 24th Infantry By The Negro Associated Press Houston, Tex., July 9.—In the last issue of the Army and Navy Journal states there is an organized movement to free all of the Negro soldiers of the 24th Infantry who were adjudged guilty of participation in the raid on Houston in August, 1917. The Journal points out, that an application for a writ of habeas corpus has been made before Judge John C. Pollock in the United States District Court in Kansas City, Kans., in behalf of the 30 soldiers who are now serving terms in the federal penitentiary at Fort Leavenworth. 41 of these men were convicted at the time of the court martial but two have since died. The writ sets forth that the United States was not at war at the time of the raid and therefore the men were not guilty of violating any war law by the raid. ——S—— The Way To Be Happy An Essay by Miss Eva L. Hemphill Emporia, Miss. Dear friends:— There is not a person in the world who does not want to be happy, but there are only a few who know real happiness. The secret of happiness lies in our willingness to make others happy. If we never try to make anyone happy but ourselves, it is impossible for us to be happy. But if we lay aside our own selfish thoughts and deny ourselves for the sake of bringing happiness to others, we will find ourselves happy in the knowledge that we are doing right. Happiness does not come to us by accident, neither does it come by a selfish desire of our own. We must seek it and when found we must be willing to pay the price which it demands. We must make our parents happy by honoring and obeying them. We must make our friends and neighbors happy by speaking good to them, and of them at all times. Let us try to make everybody as happy as possible, and we will find ourselves in a world of happiness. We as human beings make this great mistake, when we see each other enjoying happiness, instead of being glad for them, and with them, we do everything possible to destroy their happiness, simply because it is not our own. The degree of our happiness in this world depends on how willing we are to work for the happiness of others. All I have said is of the happiness which comes to us in this world, but there is a greater happiness by giving our time to the happiness of others, we lay up for ourselves eternal happiness in Heaven. Then when our blessed Lord sees fit to call us from our labor, we shall enjoy that happiness with our blessed Saviour forever. ——S—— Fifty-five Years of Progres by the Negro Read by Mrs. Lula B. Suggs, of Saltis, Miss, before the Bunker Hill M. B. Church on Children's Day. Mr. Superintendent, Members of the Bunker Hill Sunday School, and Friends:— I am before you this evening to read something about the Negro race here in America. And I have chosen for my subject "Fifty-five years progress of the Negro race." Kind friends, we have been here in America 301 years, for history tells us that in 1619 a Dutch-man of War brought twenty Negroes to Jamestown, and sold them to the planters. Eight of these Negroes were bought by Governor Yeardly, and sent to his plantation on the James river, and for 246 years of the 301 years, our forefathers lived under the heavy yoke of bondage, sad to say, yet it is true, they had not the opportunity to serve God as we have today. They were bought and sold, they were whipped and driven. Sometimes husband was sold from his wife, wives were sold from their husbands, children were sold from their parents, and parents were sold from their children and carried from one state to another, just like horses, cows, sheep, or anything else is shipped today. — [556, 8, 827, 2260]
ledger-amount: 25.00 — [1313, 580, 1350, 595]
ledger-amount: 100.00 — [1306, 419, 1350, 433]
dandruff-text: Price: 25, 35 and 50c. post paid. Each bottle guaranteed or money refunded. Made and Prepared by — [1374, 799, 1598, 843]
paragraph: Our rally on the 4th Sunday was just fine. Our first preacher was Rev. Weathers, Jr., of Glendora. His collection was $8.91. Next was Rev. S. S. Simmons, of Vance, collection $15.15. Next Rev. B. J. Dixon, Philipp, collection $23.16. Next was Rev. Rolley Lee, of Clarksdale, collection $7.44. Next Rev. P. Weathers, Sr., of Glendora, preached at night, collection $5.00, other moneys made it total $124.00. So many of our good brethren and Sisters paid $1.00 each, all of which we thank them for it. — [837, 1235, 1094, 1405]
job-department-ad — [837, 1592, 1094, 1677]
dandruff-lead: Do you want that— — [1374, 709, 1480, 723]
paragraph: Collection was splendid. — [35, 994, 161, 1008]
paragraph: Yes, the Negro race has progressed in books from the old blue back Webster to the Bible, that is the book of books, and they can turn to the 3rd chapter of 1st John and tell men and women that the same God that freed their bodies from bondage in America, said to Nicodemus: "Except a man be born again, he cannot see the kingdom of God." And that is not all yet, the Negro race has progressed by the help of our true God and by the help of our good American white friends from a bush harbor church to a log house church, from a log house church to a plank house church, from a plank house church to some of the finest of buildings in which to worship God. — [837, 588, 1094, 804]
paragraph: Last Wednesday evening at the First Baptist Church, the prayer meeting was largely attended. It was conducted by Deacon George Mahan. It was full of the Holy Ghost, everyone went away rejoicing, that they had been out to the prayer meeting. — [22, 97, 277, 189]
progress-heading: Fifty-five Years of Progres by the Negro — [571, 1115, 815, 1167]
leakes-phone: 'Phone Mkt 7794 Res 526 N. Water St — [1389, 935, 1583, 949]
ledger-row — [1112, 684, 1350, 699]
job-department-title: OUR JOB DEPARTMENT — [872, 1598, 1059, 1617]
ledger-row — [1112, 448, 1350, 463]
wanted-ad — [1367, 418, 1605, 505]
duty-ledger — [1112, 330, 1350, 776]
duty-header-left: Southwest District — [1112, 331, 1206, 344]
ledger-amount: 10.00 — [1313, 684, 1350, 698]
paragraph: The secret of happiness lies in our willingness to make others happy. If we never try to make anyone happy but ourselves, it is impossible for us to be happy. But if we lay aside our own selfish thoughts and deny ourselves for the sake of bringing happiness to others, we will find ourselves happy in the knowledge that we are doing right. — [566, 580, 819, 702]
ledger-church: St. Mary, Wichita — [1112, 404, 1197, 418]
notice-heading: NOTICE! — [837, 1459, 1094, 1491]
arch-signature-1: Yours in Christ, — [380, 407, 463, 420]
musical-at: —AT— — [1464, 1618, 1507, 1633]
ledger-church: First Baptist, Great Bend — [1112, 375, 1232, 388]
ledger-church: First Baptist, Jetmore — [1112, 611, 1215, 624]
auto-owners-body — [295, 1503, 548, 1724]
ledger-amount: 60.00 — [1313, 462, 1350, 477]
paragraph: Another thought comes in my conclusion, we the Negro race, by the help of God and our white friends in 55 years, have progressed and is able to have among us Doctors, Photographers, Musicians, Lawyers, Teachers, both men and women and Editors, among them are: Rev. T. W. Allen, of Lexington, Miss., and our loving Editor of The Star, of Wichita, Kansas. I can say that Editor H. T. Sims is one of the best Editors that this world can afford, and if you don't believe it, just subscribe for The Negro Star, and see if he don't treat you rightly by trying to print all the news that you send to him, and by sending your paper regularly. Last but not least, we also have some of the best preachers that this world can afford, and many other good things that time will not allow me to mention. — [837, 808, 1094, 1071]
lawton-body — [295, 504, 548, 891]
paragraph: tute will be July 18th, at 2970 N. 5th Street. — [308, 9, 531, 22]
paragraph: For 246 years our forefathers obeyed earthly masters and worked hard, yet they were whipped, but in their hearts, some of them prayed to God and the allwise God looked down in American on the Negro slaves just like he looked down in Egypt when Israel was in slavery, and He saw our forefathers afflicted, He heard their cries and He knew their sorrow, and He came down in His own way and set them free, for after many dark and troublesome days and nights, and after hundred and thousands of men had died, Abraham Lincoln issued a Proclamation, September, 1862 declaring that on January 1st 1863, all slaves in such slave holding states as had not returned to the Union would be declared free, and on January 1st 1863, he issued a second Proclamation declaring all slaves in the States then in the Confederacy forever free. — [837, 9, 1094, 287]
colored-text-1: Can sell your Farms or City Property on Easy and Attractive Terms, — [1124, 930, 1338, 961]
freedom-heading: Freedom Being Sought For Men of 24th Infantry — [587, 89, 799, 167]
ledger-amount: 100.00 — [1306, 728, 1350, 742]
miller-name: DR. FRANK O'HARA MILLER — [1401, 1822, 1571, 1836]
